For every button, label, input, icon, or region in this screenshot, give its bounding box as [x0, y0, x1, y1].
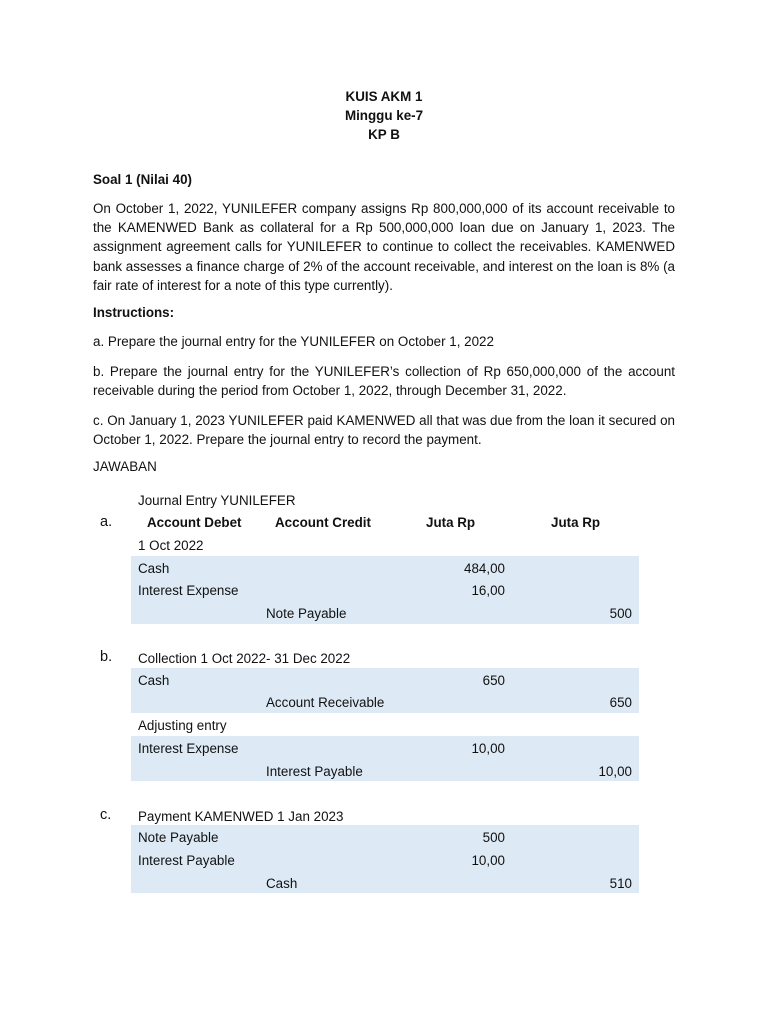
part-a-letter: a.	[100, 514, 113, 530]
entry-b-debit-account: Cash	[138, 673, 170, 688]
adjusting-debit-account: Interest Expense	[138, 741, 239, 756]
entry-b-block-1	[131, 668, 639, 713]
entry-a-debit-amount-2: 16,00	[471, 583, 505, 598]
entry-c-debit-amount-2: 10,00	[471, 853, 505, 868]
entry-a-debit-account-2: Interest Expense	[138, 583, 239, 598]
entry-b-debit-amount: 650	[482, 673, 505, 688]
adjusting-credit-account: Interest Payable	[266, 764, 363, 779]
journal-title: Journal Entry YUNILEFER	[138, 493, 296, 508]
doc-subtitle-week: Minggu ke-7	[344, 108, 424, 123]
instruction-b: b. Prepare the journal entry for the YUNILEFER’s collection of Rp 650,000,000 of the account receivable during the period from October 1, 2022, through December 31, 2022.	[93, 364, 675, 399]
question-paragraph: On October 1, 2022, YUNILEFER company assigns Rp 800,000,000 of its account receivable to the KAMENWED Bank as collateral for a Rp 500,000,000 loan due on January 1, 2023. The assignment agreement calls for YUNILEFER to continue to collect the receivables. KAMENWED bank assesses a finance charge of 2% of the account receivable, and interest on the loan is 8% (a fair rate of interest for a note of this type currently).	[93, 201, 675, 293]
instruction-c: c. On January 1, 2023 YUNILEFER paid KAMENWED all that was due from the loan it secured on October 1, 2022. Prepare the journal entry to record the payment.	[93, 413, 675, 448]
column-header-account-credit: Account Credit	[275, 515, 371, 530]
adjusting-entry-label: Adjusting entry	[138, 718, 227, 733]
column-header-account-debet: Account Debet	[147, 515, 242, 530]
entry-c-debit-account-1: Note Payable	[138, 830, 219, 845]
entry-b-credit-account: Account Receivable	[266, 695, 385, 710]
adjusting-credit-amount: 10,00	[598, 764, 632, 779]
entry-c-credit-amount: 510	[609, 876, 632, 891]
entry-b-heading: Collection 1 Oct 2022- 31 Dec 2022	[138, 651, 351, 666]
entry-c-debit-amount-1: 500	[482, 830, 505, 845]
instructions-heading: Instructions:	[93, 305, 175, 320]
answer-label: JAWABAN	[93, 459, 157, 474]
entry-c-heading: Payment KAMENWED 1 Jan 2023	[138, 809, 344, 824]
column-header-juta-rp-credit: Juta Rp	[551, 515, 601, 530]
part-b-letter: b.	[100, 649, 113, 665]
column-header-juta-rp-debit: Juta Rp	[426, 515, 476, 530]
entry-a-debit-account-1: Cash	[138, 561, 170, 576]
entry-a-debit-amount-1: 484,00	[464, 561, 505, 576]
adjusting-debit-amount: 10,00	[471, 741, 505, 756]
doc-title: KUIS AKM 1	[345, 89, 423, 104]
entry-a-credit-amount: 500	[609, 606, 632, 621]
entry-c-debit-account-2: Interest Payable	[138, 853, 235, 868]
doc-subtitle-class: KP B	[368, 127, 400, 142]
entry-a-credit-account: Note Payable	[266, 606, 347, 621]
entry-c-credit-account: Cash	[266, 876, 298, 891]
question-heading: Soal 1 (Nilai 40)	[93, 172, 192, 187]
part-c-letter: c.	[100, 807, 112, 823]
entry-a-date: 1 Oct 2022	[138, 538, 204, 553]
entry-b-credit-amount: 650	[609, 695, 632, 710]
instruction-a: a. Prepare the journal entry for the YUNILEFER on October 1, 2022	[93, 334, 494, 349]
